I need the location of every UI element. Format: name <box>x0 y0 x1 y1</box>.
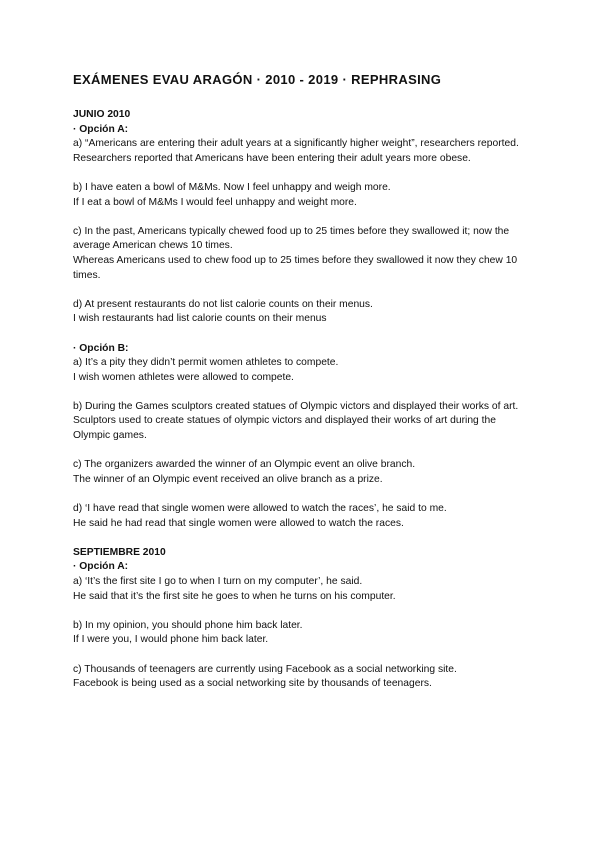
document-content <box>73 108 523 706</box>
exercise-question: a) ‘It’s the first site I go to when I turn on my computer’, he said. <box>73 576 363 587</box>
exercise-item <box>73 502 523 531</box>
section-septiembre-2010 <box>73 546 523 692</box>
exercise-question: b) During the Games sculptors created statues of Olympic victors and displayed their works of art. <box>73 400 519 412</box>
exercise-answer: The winner of an Olympic event received an olive branch as a prize. <box>73 473 383 485</box>
exercise-question: b) In my opinion, you should phone him back later. <box>73 619 303 631</box>
option-b <box>73 342 523 532</box>
exercise-answer: I wish women athletes were allowed to compete. <box>73 371 294 383</box>
exercise-answer: Sculptors used to create statues of olympic victors and displayed their works of art during the Olympic games. <box>73 415 496 442</box>
exercise-item <box>73 225 523 283</box>
exercise-answer: Whereas Americans used to chew food up to 25 times before they swallowed it now they chew 10 times. <box>73 254 518 281</box>
section-junio-2010 <box>73 108 523 531</box>
exercise-answer: He said he had read that single women were allowed to watch the races. <box>73 517 404 529</box>
exercise-question: b) I have eaten a bowl of M&Ms. Now I feel unhappy and weigh more. <box>73 181 391 193</box>
exercise-item <box>73 400 523 444</box>
exercise-question: c) Thousands of teenagers are currently using Facebook as a social networking site. <box>73 663 457 675</box>
exercise-answer: I wish restaurants had list calorie counts on their menus <box>73 313 327 325</box>
exercise-answer: Facebook is being used as a social networking site by thousands of teenagers. <box>73 678 432 690</box>
document-title: EXÁMENES EVAU ARAGÓN · 2010 - 2019 · REPHRASING <box>73 72 442 87</box>
exercise-question: a) “Americans are entering their adult years at a significantly higher weight”, researchers reported. <box>73 138 519 150</box>
exercise-item <box>73 619 523 648</box>
section-heading: SEPTIEMBRE 2010 <box>73 546 166 558</box>
option-a <box>73 560 523 691</box>
exercise-item <box>73 181 523 210</box>
option-heading: · Opción A: <box>73 561 129 573</box>
exercise-question: c) The organizers awarded the winner of an Olympic event an olive branch. <box>73 459 416 471</box>
exercise-question: d) At present restaurants do not list calorie counts on their menus. <box>73 298 373 310</box>
exercise-question: c) In the past, Americans typically chewed food up to 25 times before they swallowed it; now the average American chews 10 times. <box>73 225 510 252</box>
option-heading: · Opción A: <box>73 123 129 135</box>
exercise-answer: If I were you, I would phone him back later. <box>73 634 269 646</box>
exercise-item <box>73 137 523 166</box>
exercise-answer: If I eat a bowl of M&Ms I would feel unhappy and weight more. <box>73 196 357 208</box>
exercise-question: d) ‘I have read that single women were allowed to watch the races’, he said to me. <box>73 503 447 515</box>
exercise-item <box>73 575 523 604</box>
exercise-answer: Researchers reported that Americans have been entering their adult years more obese. <box>73 152 471 164</box>
exercise-item <box>73 458 523 487</box>
exercise-answer: He said that it’s the first site he goes to when he turns on his computer. <box>73 590 396 602</box>
option-a <box>73 123 523 327</box>
exercise-item <box>73 663 523 692</box>
option-heading: · Opción B: <box>73 342 129 354</box>
exercise-question: a) It’s a pity they didn’t permit women athletes to compete. <box>73 357 339 369</box>
section-heading: JUNIO 2010 <box>73 109 131 120</box>
exercise-item <box>73 356 523 385</box>
exercise-item <box>73 298 523 327</box>
